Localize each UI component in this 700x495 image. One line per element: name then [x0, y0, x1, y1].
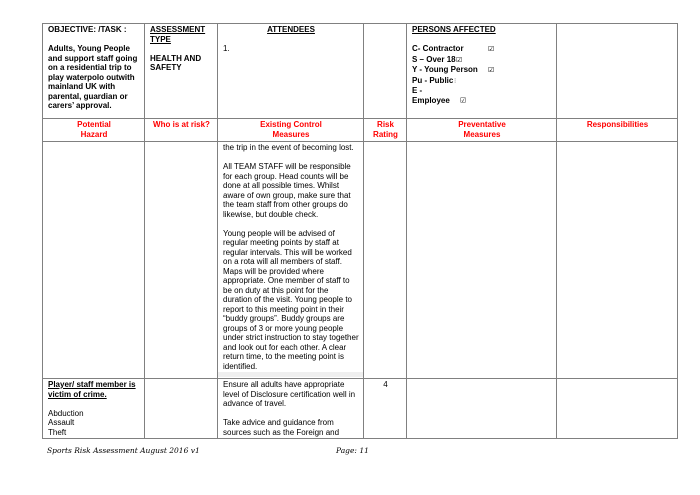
- col-header-responsibilities: Responsibilities: [557, 119, 678, 142]
- control-cell: Ensure all adults have appropriate level of Disclosure certification well in advance of travel. Take advice and guidance from sources such as the Foreign and: [218, 379, 364, 439]
- preventative-cell: [407, 379, 557, 439]
- assessment-type-value: HEALTH AND SAFETY: [150, 53, 202, 72]
- hazard-cell: [43, 142, 145, 379]
- persons-affected-cell: [407, 24, 557, 119]
- objective-text: Adults, Young People and support staff going on a residential trip to play waterpolo outwith mainland UK with parental, guardian or carers’ approval.: [48, 44, 138, 110]
- info-row: [43, 24, 678, 119]
- control-cell: the trip in the event of becoming lost. All TEAM STAFF will be responsible for each group. Head counts will be done at all possible times. Whilst aware of own group, make sure that the team staff from other groups do likewise, but double check. Young people will be advised of regular meeting points by staff at regular intervals. This will be worked on a rota will all members of staff. Maps will be provided where appropriate. One member of staff to be on duty at this point for the duration of the visit. Young people to report to this meeting point in their “buddy groups”. Buddy groups are groups of 3 or more young people under strict instruction to stay together and look out for each other. A clear return time, to the meeting point is identified.: [218, 142, 364, 379]
- attendees-title: ATTENDEES: [267, 25, 315, 34]
- attendees-cell: [218, 24, 364, 119]
- table-row: [43, 142, 678, 379]
- footer-document-title: Sports Risk Assessment August 2016 v1: [47, 446, 200, 455]
- blank-cell: [364, 24, 407, 119]
- shaded-strip: [218, 372, 363, 377]
- col-header-potential-hazard: Potential Hazard: [43, 119, 145, 142]
- objective-cell: [43, 24, 145, 119]
- checkbox-checked-icon: ☑: [488, 66, 495, 74]
- objective-title: OBJECTIVE: /TASK :: [48, 25, 127, 34]
- persons-affected-title: PERSONS AFFECTED: [412, 25, 496, 34]
- preventative-cell: [407, 142, 557, 379]
- risk-rating-cell: 4: [364, 379, 407, 439]
- hazard-cell: Player/ staff member is victim of crime. Abduction Assault Theft: [43, 379, 145, 439]
- col-header-existing-control: Existing Control Measures: [218, 119, 364, 142]
- checkbox-empty-icon: ⁞: [454, 76, 457, 85]
- assessment-type-title: ASSESSMENT TYPE: [150, 25, 206, 44]
- table-row: [43, 379, 678, 439]
- col-header-who-at-risk: Who is at risk?: [145, 119, 218, 142]
- who-cell: [145, 142, 218, 379]
- risk-assessment-table: [42, 23, 678, 439]
- responsibilities-cell: [557, 142, 678, 379]
- person-over-18: S – Over 18☑: [412, 54, 463, 64]
- checkbox-checked-icon: ☑: [456, 55, 463, 64]
- column-header-row: [43, 119, 678, 142]
- checkbox-checked-icon: ☑: [460, 96, 467, 105]
- footer-page-number: Page: 11: [336, 446, 369, 455]
- person-public: Pu - Public⁞: [412, 75, 457, 85]
- checkbox-checked-icon: ☑: [488, 45, 495, 53]
- who-cell: [145, 379, 218, 439]
- attendee-item: 1.: [223, 44, 230, 53]
- responsibilities-cell: [557, 379, 678, 439]
- assessment-type-cell: [145, 24, 218, 119]
- col-header-preventative: Preventative Measures: [407, 119, 557, 142]
- person-young-person: Y - Young Person ☑: [412, 65, 495, 74]
- person-contractor: C- Contractor ☑: [412, 44, 495, 53]
- risk-rating-cell: [364, 142, 407, 379]
- person-employee: E - Employee ☑: [412, 86, 467, 105]
- hazard-title: Player/ staff member is victim of crime.: [48, 380, 136, 399]
- blank-cell-right: [557, 24, 678, 119]
- col-header-risk-rating: Risk Rating: [364, 119, 407, 142]
